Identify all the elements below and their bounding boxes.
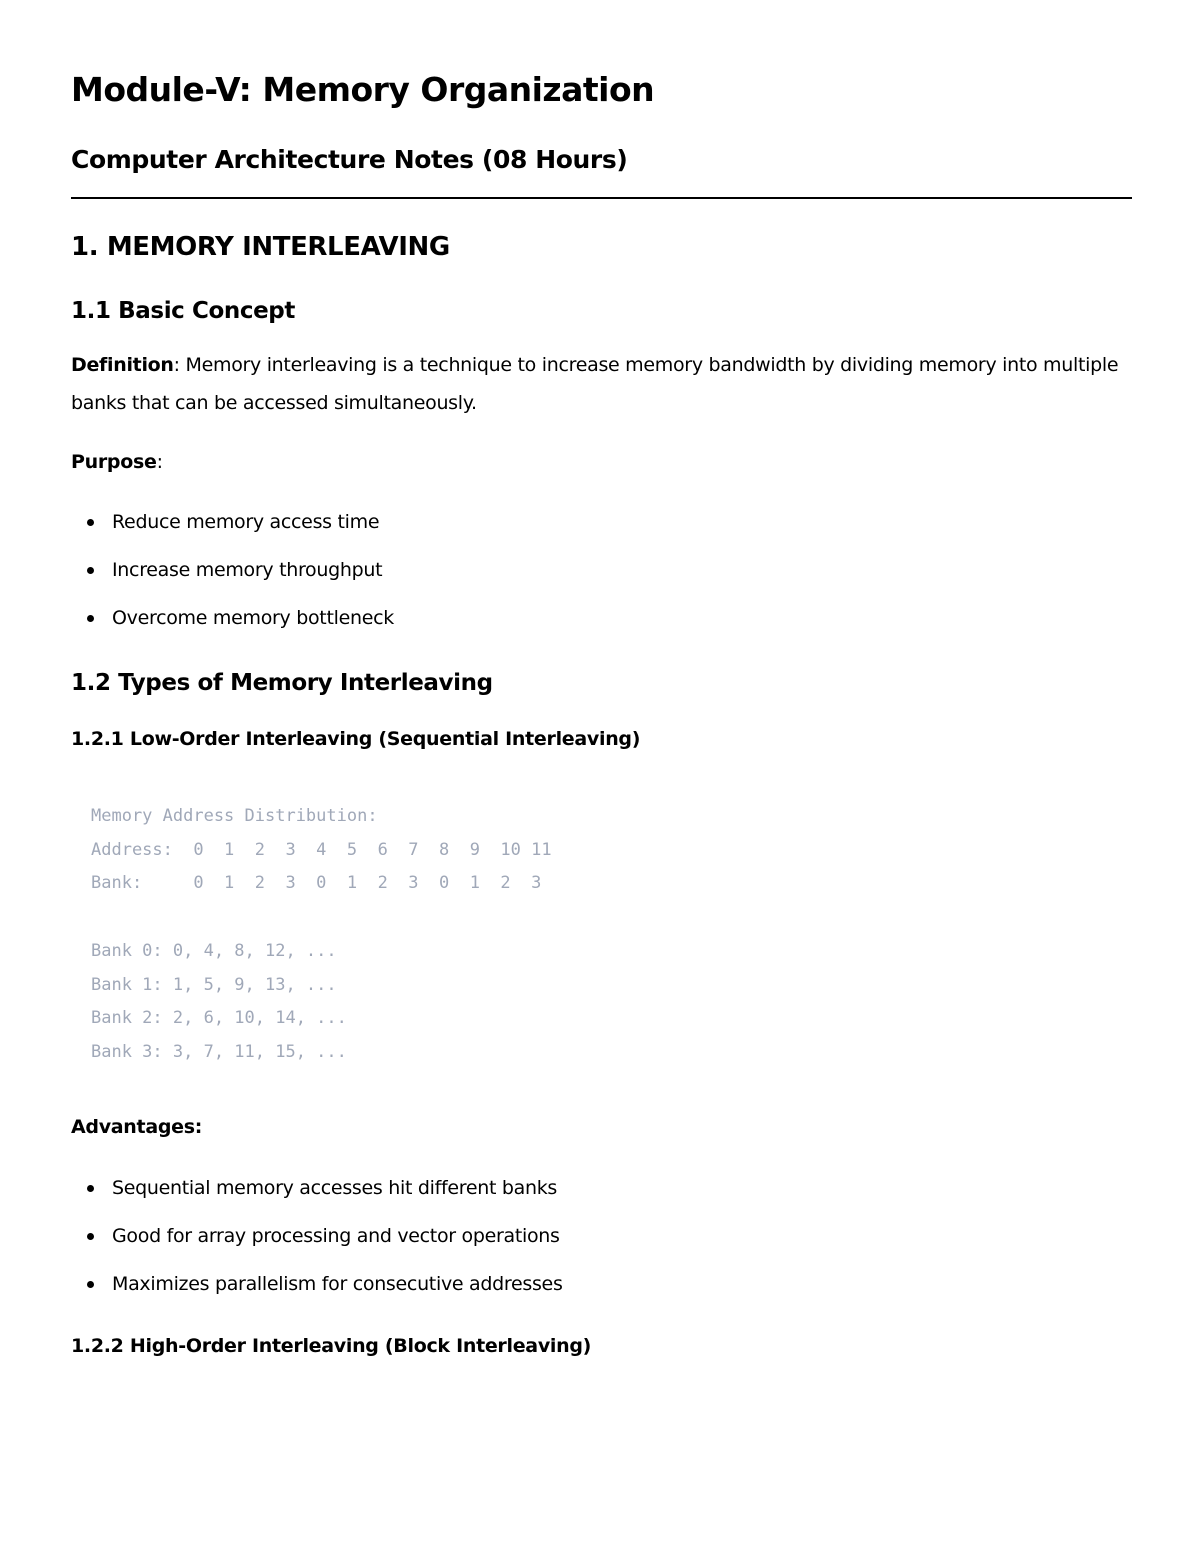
list-item [71,606,394,654]
bullet-icon [87,519,94,526]
list-item [71,510,394,558]
bullet-icon [87,1185,94,1192]
subsubsection-heading-high-order: 1.2.2 High-Order Interleaving (Block Interleaving) [71,1335,592,1357]
page-title: Module-V: Memory Organization [71,70,655,109]
definition-paragraph [71,346,1132,422]
advantage-item-text: Maximizes parallelism for consecutive addresses [112,1273,563,1295]
advantages-list [71,1176,563,1320]
definition-label: Definition [71,354,174,376]
horizontal-divider [71,197,1132,199]
advantage-item-text: Sequential memory accesses hit different banks [112,1177,558,1199]
list-item [71,1224,563,1272]
purpose-list [71,510,394,654]
code-block-address-distribution: Memory Address Distribution: Address: 0 1 2 3 4 5 6 7 8 9 10 11 Bank: 0 1 2 3 0 1 2 3 0 1 2 3 Bank 0: 0, 4, 8, 12, ... Bank 1: 1, 5, 9, 13, ... Bank 2: 2, 6, 10, 14, ... Bank 3: 3, 7, 11, 15, ... [91,806,552,1062]
list-item [71,1272,563,1320]
list-item [71,1176,563,1224]
subsection-heading-types: 1.2 Types of Memory Interleaving [71,670,493,696]
subsubsection-heading-low-order: 1.2.1 Low-Order Interleaving (Sequential Interleaving) [71,728,641,750]
definition-text: : Memory interleaving is a technique to increase memory bandwidth by dividing memory into multiple banks that can be accessed simultaneously. [71,354,1119,414]
purpose-label: Purpose [71,451,157,473]
bullet-icon [87,1233,94,1240]
advantage-item-text: Good for array processing and vector operations [112,1225,560,1247]
bullet-icon [87,567,94,574]
list-item [71,558,394,606]
page-subtitle: Computer Architecture Notes (08 Hours) [71,145,628,174]
purpose-item-text: Increase memory throughput [112,559,383,581]
purpose-label-line [71,451,163,473]
purpose-item-text: Overcome memory bottleneck [112,607,394,629]
purpose-colon: : [156,451,163,473]
bullet-icon [87,1281,94,1288]
section-heading-memory-interleaving: 1. MEMORY INTERLEAVING [71,232,450,262]
subsection-heading-basic-concept: 1.1 Basic Concept [71,298,295,324]
bullet-icon [87,615,94,622]
advantages-label: Advantages: [71,1116,203,1138]
purpose-item-text: Reduce memory access time [112,511,380,533]
